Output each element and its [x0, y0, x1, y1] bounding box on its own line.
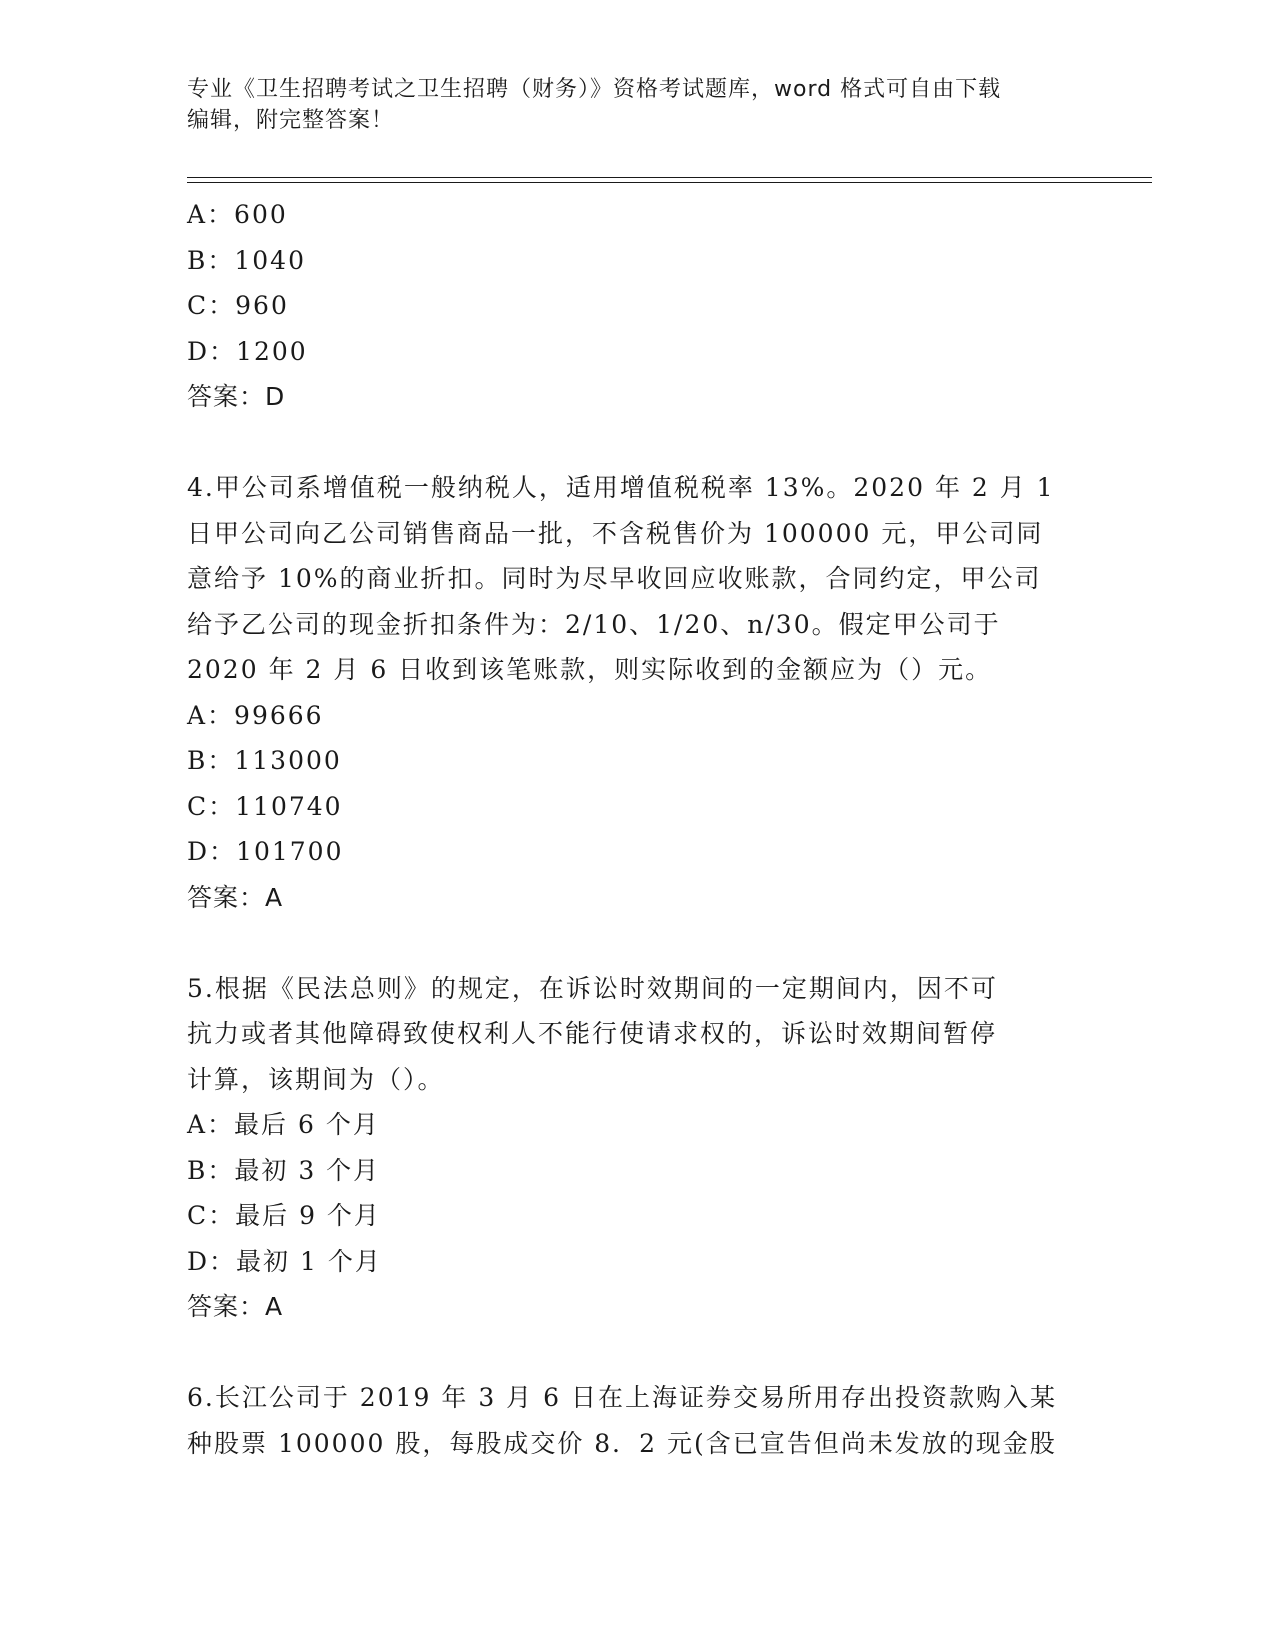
answer-line: 答案：D [187, 382, 286, 411]
question-content [187, 192, 1087, 1466]
option-a: A：600 [187, 200, 288, 229]
document-header [187, 74, 1087, 136]
option-c: C：960 [187, 291, 289, 320]
question-5 [187, 966, 1087, 1330]
spacer [187, 1330, 1087, 1376]
question-text-line: 意给予 10%的商业折扣。同时为尽早收回应收账款，合同约定，甲公司 [187, 564, 1042, 593]
option-a: A：最后 6 个月 [187, 1110, 380, 1139]
option-d: D：101700 [187, 837, 344, 866]
option-b: B：最初 3 个月 [187, 1155, 381, 1185]
question-text-line: 5.根据《民法总则》的规定，在诉讼时效期间的一定期间内，因不可 [187, 973, 998, 1003]
header-divider-top [187, 177, 1152, 178]
header-line-1: 专业《卫生招聘考试之卫生招聘（财务）》资格考试题库，word 格式可自由下载 [187, 77, 1002, 102]
header-line-2: 编辑，附完整答案！ [187, 108, 395, 133]
option-c: C：110740 [187, 791, 343, 821]
option-b: B：113000 [187, 746, 342, 775]
question-text-line: 种股票 100000 股，每股成交价 8．2 元(含已宣告但尚未发放的现金股 [187, 1428, 1057, 1458]
option-d: D：最初 1 个月 [187, 1246, 382, 1276]
question-text-line: 抗力或者其他障碍致使权利人不能行使请求权的，诉讼时效期间暂停 [187, 1019, 998, 1048]
spacer [187, 920, 1087, 966]
question-text-line: 日甲公司向乙公司销售商品一批，不含税售价为 100000 元，甲公司同 [187, 518, 1044, 548]
answer-line: 答案：A [187, 1292, 284, 1321]
question-text-line: 给予乙公司的现金折扣条件为：2/10、1/20、n/30。假定甲公司于 [187, 609, 1001, 639]
question-text-line: 2020 年 2 月 6 日收到该笔账款，则实际收到的金额应为（）元。 [187, 655, 993, 684]
question-text-line: 6.长江公司于 2019 年 3 月 6 日在上海证券交易所用存出投资款购入某 [187, 1383, 1057, 1412]
option-c: C：最后 9 个月 [187, 1201, 381, 1230]
question-text-line: 计算，该期间为（）。 [187, 1064, 445, 1094]
option-b: B：1040 [187, 245, 306, 275]
question-text-line: 4.甲公司系增值税一般纳税人，适用增值税税率 13%。2020 年 2 月 1 [187, 473, 1055, 502]
spacer [187, 420, 1087, 466]
question-6 [187, 1375, 1087, 1466]
question-3 [187, 192, 1087, 420]
header-divider-bottom [187, 182, 1152, 183]
question-4 [187, 465, 1087, 920]
option-a: A：99666 [187, 700, 324, 730]
answer-line: 答案：A [187, 882, 284, 912]
option-d: D：1200 [187, 336, 308, 366]
